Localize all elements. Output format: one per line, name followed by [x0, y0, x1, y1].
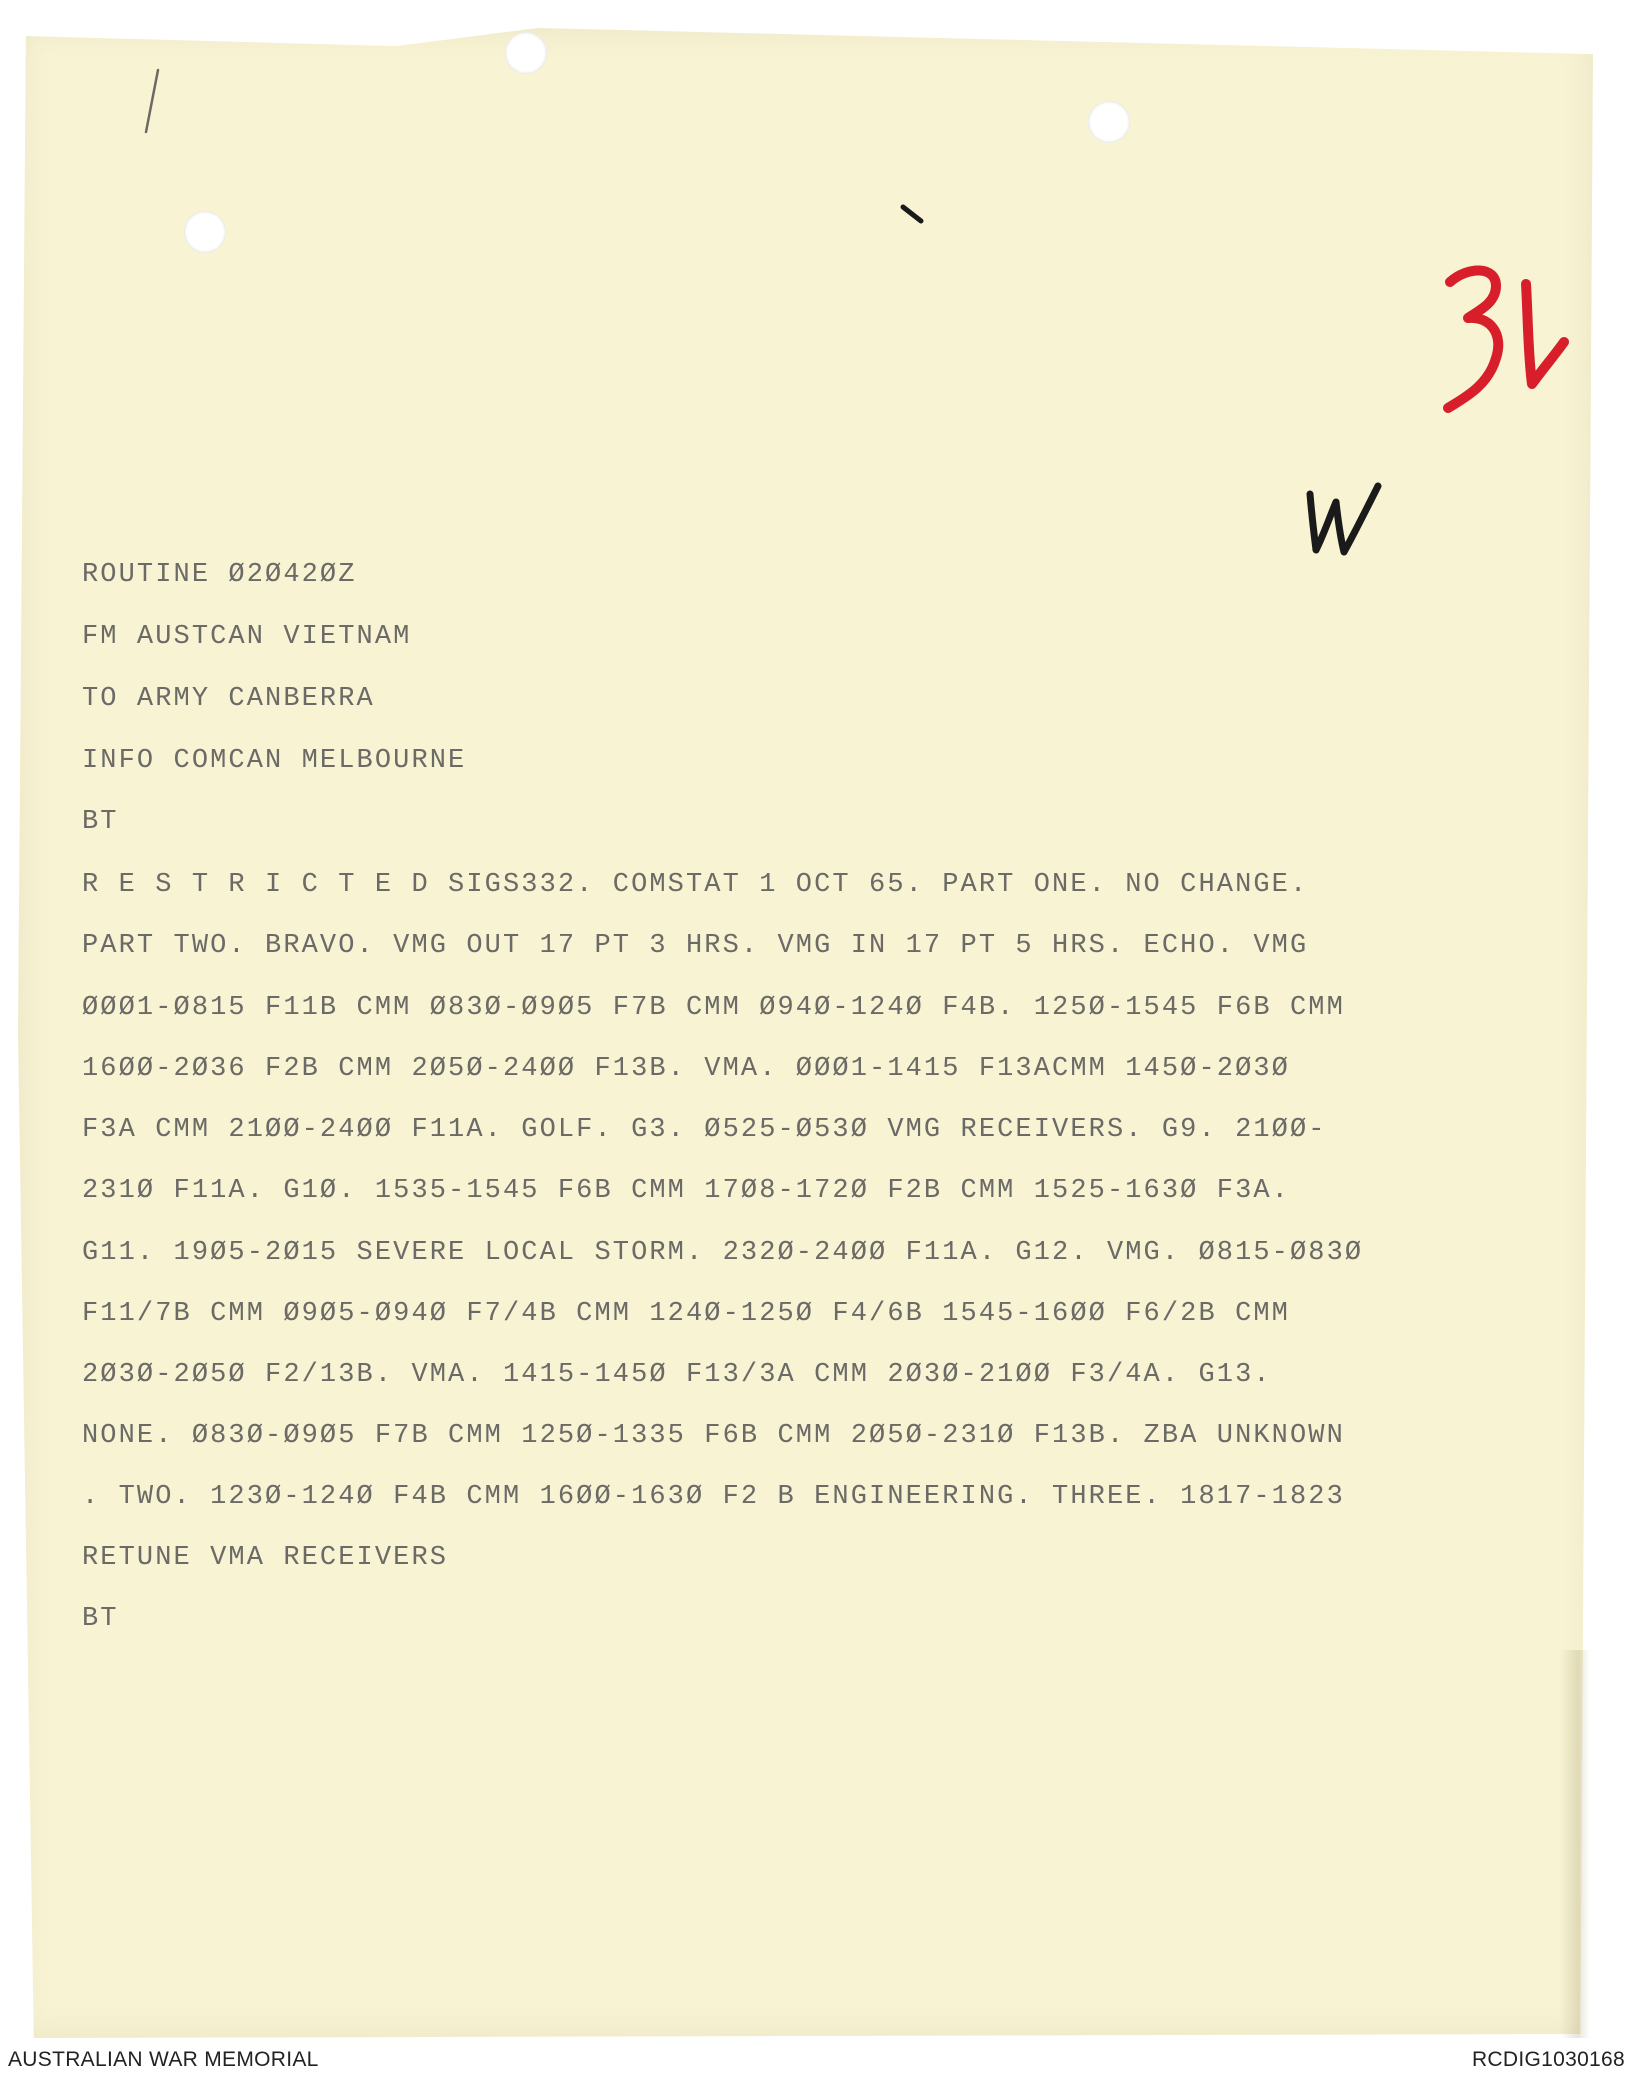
message-line: F3A CMM 21ØØ-24ØØ F11A. GOLF. G3. Ø525-Ø53Ø VMG RECEIVERS. G9. 21ØØ-: [82, 1115, 1327, 1145]
pencil-stroke: [120, 60, 190, 180]
message-line: RETUNE VMA RECEIVERS: [82, 1543, 449, 1573]
message-line: BT: [82, 1604, 119, 1634]
archive-credit: AUSTRALIAN WAR MEMORIAL: [8, 2048, 319, 2071]
message-line: INFO COMCAN MELBOURNE: [82, 746, 467, 776]
folio-number-annotation: [1438, 258, 1578, 416]
message-line: NONE. Ø83Ø-Ø9Ø5 F7B CMM 125Ø-1335 F6B CMM 2Ø5Ø-231Ø F13B. ZBA UNKNOWN: [82, 1421, 1345, 1451]
punch-hole: [505, 32, 547, 74]
message-line: F11/7B CMM Ø9Ø5-Ø94Ø F7/4B CMM 124Ø-125Ø F4/6B 1545-16ØØ F6/2B CMM: [82, 1299, 1290, 1329]
message-line: G11. 19Ø5-2Ø15 SEVERE LOCAL STORM. 232Ø-24ØØ F11A. G12. VMG. Ø815-Ø83Ø: [82, 1238, 1364, 1268]
handwritten-initial-annotation: [1298, 472, 1390, 564]
document-page: [18, 28, 1593, 2038]
ink-dash: [895, 195, 965, 315]
message-line: BT: [82, 807, 119, 837]
message-line: TO ARMY CANBERRA: [82, 684, 375, 714]
message-line: ROUTINE Ø2Ø42ØZ: [82, 560, 357, 590]
punch-hole: [1088, 101, 1130, 143]
message-line: 2Ø3Ø-2Ø5Ø F2/13B. VMA. 1415-145Ø F13/3A CMM 2Ø3Ø-21ØØ F3/4A. G13.: [82, 1360, 1272, 1390]
message-line: R E S T R I C T E D SIGS332. COMSTAT 1 OCT 65. PART ONE. NO CHANGE.: [82, 870, 1309, 900]
paper-crease: [1560, 1650, 1590, 2038]
message-line: FM AUSTCAN VIETNAM: [82, 622, 412, 652]
punch-hole: [184, 211, 226, 253]
message-line: 231Ø F11A. G1Ø. 1535-1545 F6B CMM 17Ø8-172Ø F2B CMM 1525-163Ø F3A.: [82, 1176, 1290, 1206]
message-line: PART TWO. BRAVO. VMG OUT 17 PT 3 HRS. VMG IN 17 PT 5 HRS. ECHO. VMG: [82, 931, 1309, 961]
message-line: ØØØ1-Ø815 F11B CMM Ø83Ø-Ø9Ø5 F7B CMM Ø94Ø-124Ø F4B. 125Ø-1545 F6B CMM: [82, 993, 1345, 1023]
message-line: . TWO. 123Ø-124Ø F4B CMM 16ØØ-163Ø F2 B ENGINEERING. THREE. 1817-1823: [82, 1482, 1345, 1512]
archive-reference-id: RCDIG1030168: [1471, 2048, 1625, 2071]
message-line: 16ØØ-2Ø36 F2B CMM 2Ø5Ø-24ØØ F13B. VMA. ØØØ1-1415 F13ACMM 145Ø-2Ø3Ø: [82, 1054, 1290, 1084]
